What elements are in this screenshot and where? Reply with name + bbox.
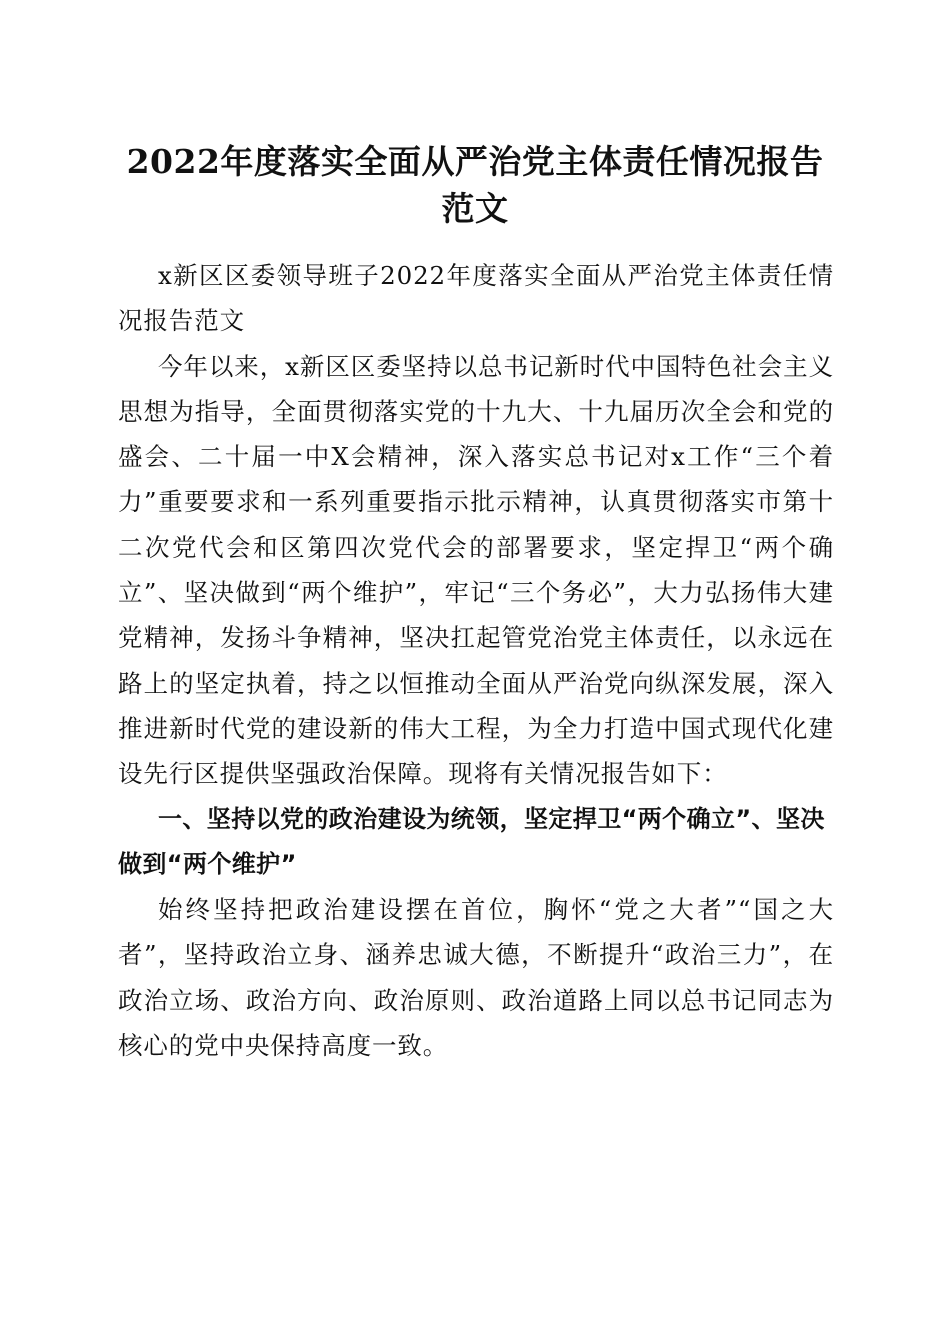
section-1-paragraph: 始终坚持把政治建设摆在首位，胸怀“党之大者”“国之大者”，坚持政治立身、涵养忠诚大德，不断提升“政治三力”，在政治立场、政治方向、政治原则、政治道路上同以总书记同志为核心的党中央保持高度一致。 xyxy=(118,895,834,1061)
document-body xyxy=(118,253,834,1068)
section-1-heading: 一、坚持以党的政治建设为统领，坚定捍卫“两个确立”、坚决做到“两个维护” xyxy=(118,804,825,878)
document-title: 2022年度落实全面从严治党主体责任情况报告范文 xyxy=(126,142,824,228)
subtitle-paragraph: x新区区委领导班子2022年度落实全面从严治党主体责任情况报告范文 xyxy=(118,261,834,336)
intro-paragraph: 今年以来，x新区区委坚持以总书记新时代中国特色社会主义思想为指导，全面贯彻落实党的十九大、十九届历次全会和党的盛会、二十届一中X会精神，深入落实总书记对x工作“三个着力”重要要求和一系列重要指示批示精神，认真贯彻落实市第十二次党代会和区第四次党代会的部署要求，坚定捍卫“两个确立”、坚决做到“两个维护”，牢记“三个务必”，大力弘扬伟大建党精神，发扬斗争精神，坚决扛起管党治党主体责任，以永远在路上的坚定执着，持之以恒推动全面从严治党向纵深发展，深入推进新时代党的建设新的伟大工程，为全力打造中国式现代化建设先行区提供坚强政治保障。现将有关情况报告如下： xyxy=(118,351,834,789)
